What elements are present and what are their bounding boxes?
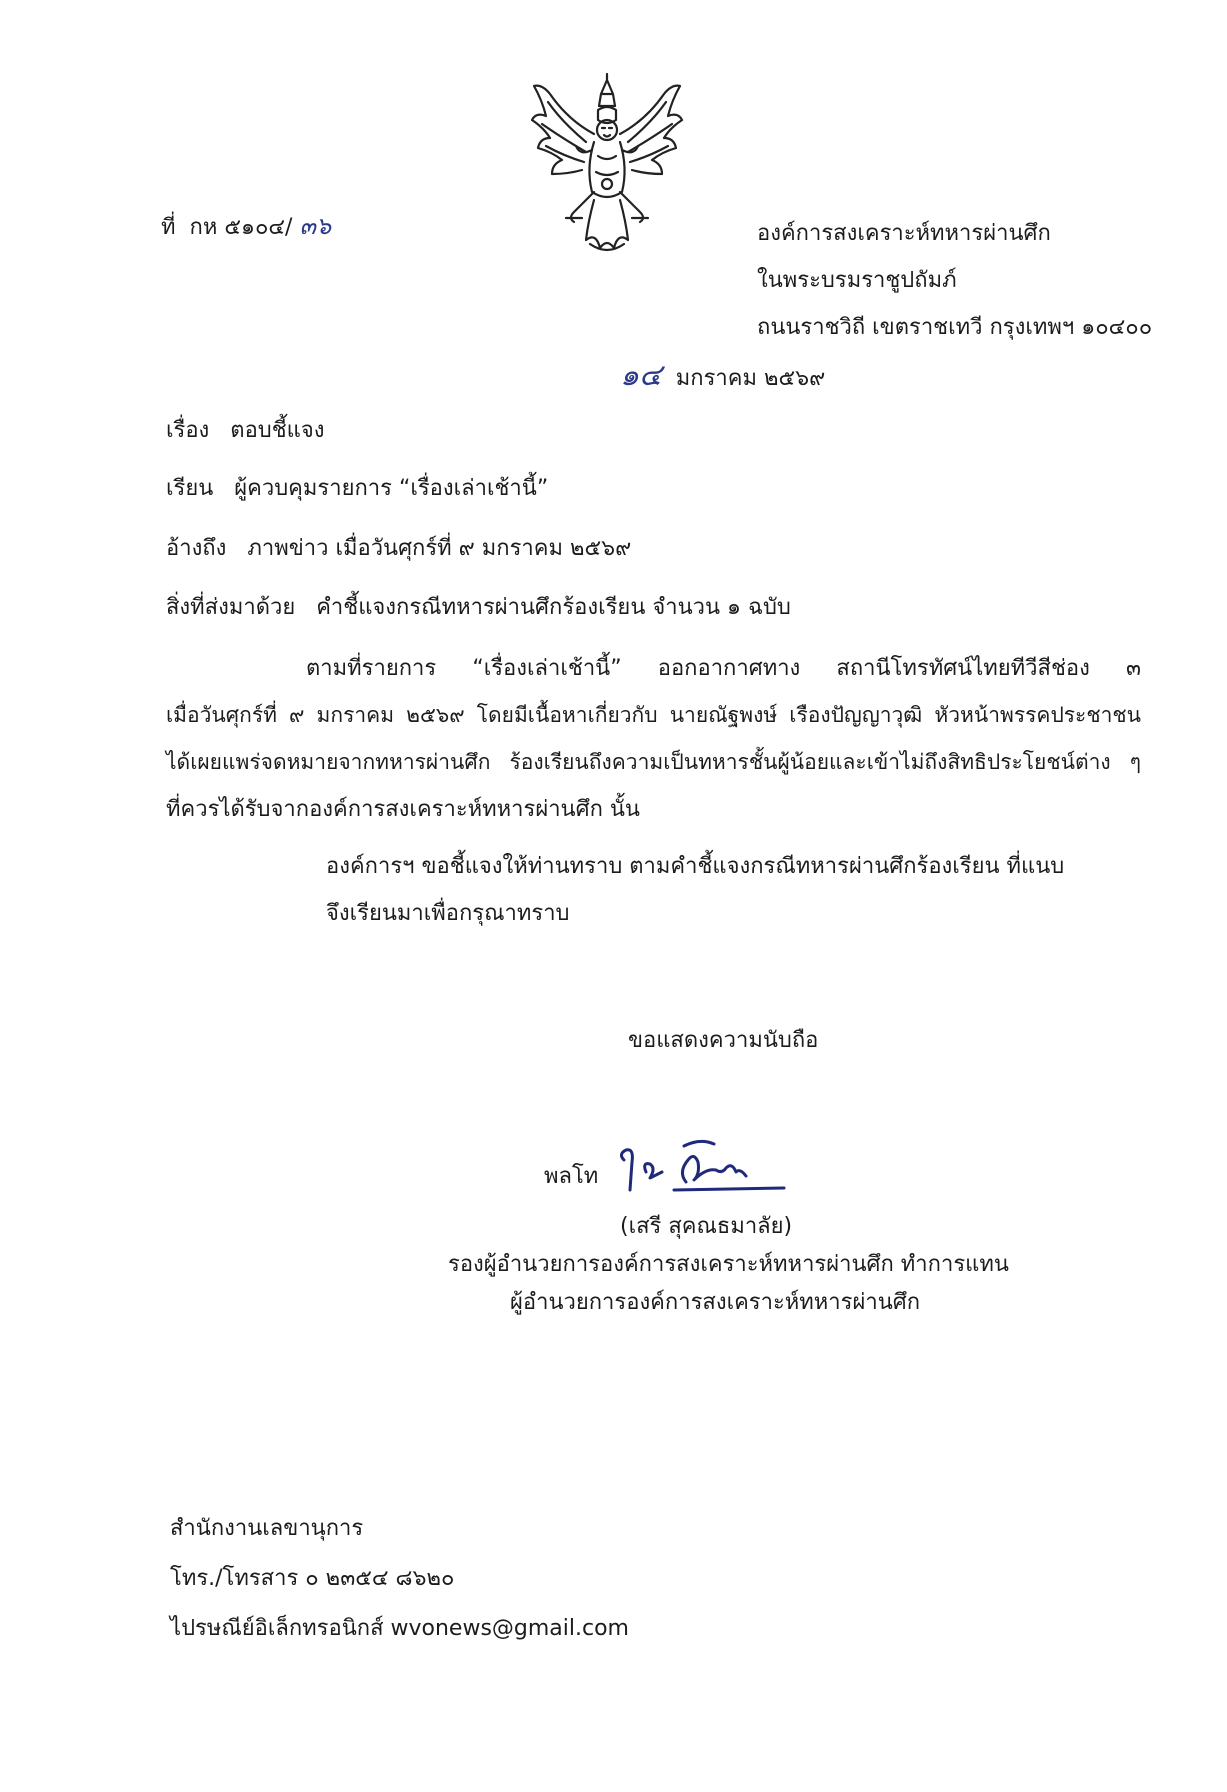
footer-phone: โทร./โทรสาร ๐ ๒๓๕๔ ๘๖๒๐ xyxy=(170,1566,455,1591)
reference-code: กห ๕๑๐๔/ xyxy=(189,215,293,240)
reference-value: ภาพข่าว เมื่อวันศุกร์ที่ ๙ มกราคม ๒๕๖๙ xyxy=(247,536,632,561)
document-reference xyxy=(161,206,331,245)
sender-address xyxy=(757,210,1152,351)
body-paragraph-3: จึงเรียนมาเพื่อกรุณาทราบ xyxy=(326,901,570,926)
body-paragraph-1-line-2: เมื่อวันศุกร์ที่ ๙ มกราคม ๒๕๖๙ โดยมีเนื้อหาเกี่ยวกับ นายณัฐพงษ์ เรืองปัญญาวุฒิ หัวหน้าพรรคประชาชน xyxy=(166,703,1141,727)
footer-office: สำนักงานเลขานุการ xyxy=(170,1516,364,1541)
addressee-value: ผู้ควบคุมรายการ “เรื่องเล่าเช้านี้” xyxy=(234,476,549,501)
reference-prefix: ที่ xyxy=(161,215,176,240)
enclosure-label: สิ่งที่ส่งมาด้วย xyxy=(166,595,296,620)
addressee-label: เรียน xyxy=(166,476,214,501)
signatory-position-1: รองผู้อำนวยการองค์การสงเคราะห์ทหารผ่านศึก ทำการแทน xyxy=(448,1252,1009,1277)
handwritten-reference-number: ๓๖ xyxy=(299,212,332,240)
closing-phrase: ขอแสดงความนับถือ xyxy=(628,1028,819,1053)
enclosure-value: คำชี้แจงกรณีทหารผ่านศึกร้องเรียน จำนวน ๑ ฉบับ xyxy=(316,595,791,620)
enclosure-line xyxy=(166,589,791,624)
subject-label: เรื่อง xyxy=(166,418,210,443)
date-month-year: มกราคม ๒๕๖๙ xyxy=(675,366,826,391)
body-paragraph-1-line-3: ได้เผยแพร่จดหมายจากทหารผ่านศึก ร้องเรียนถึงความเป็นทหารชั้นผู้น้อยและเข้าไม่ถึงสิทธิประโยชน์ต่าง ๆ xyxy=(166,750,1141,774)
body-paragraph-1-line-4: ที่ควรได้รับจากองค์การสงเคราะห์ทหารผ่านศึก นั้น xyxy=(166,797,640,822)
reference-line xyxy=(166,530,631,565)
body-paragraph-1-line-1: ตามที่รายการ “เรื่องเล่าเช้านี้” ออกอากาศทาง สถานีโทรทัศน์ไทยทีวีสีช่อง ๓ xyxy=(306,656,1141,681)
signature-rank: พลโท xyxy=(544,1164,599,1189)
garuda-emblem-icon xyxy=(528,72,686,258)
sender-name: องค์การสงเคราะห์ทหารผ่านศึก xyxy=(757,221,1051,246)
signatory-position-2: ผู้อำนวยการองค์การสงเคราะห์ทหารผ่านศึก xyxy=(510,1290,921,1315)
sender-patronage: ในพระบรมราชูปถัมภ์ xyxy=(757,268,957,293)
letter-date xyxy=(620,352,825,399)
subject-line xyxy=(166,412,325,447)
handwritten-day: ๑๔ xyxy=(620,358,662,393)
footer-email: ไปรษณีย์อิเล็กทรอนิกส์ wvonews@gmail.com xyxy=(170,1616,629,1641)
subject-value: ตอบชี้แจง xyxy=(230,418,325,443)
addressee-line xyxy=(166,470,548,505)
reference-label: อ้างถึง xyxy=(166,536,227,561)
sender-street: ถนนราชวิถี เขตราชเทวี กรุงเทพฯ ๑๐๔๐๐ xyxy=(757,315,1153,340)
body-paragraph-2: องค์การฯ ขอชี้แจงให้ท่านทราบ ตามคำชี้แจงกรณีทหารผ่านศึกร้องเรียน ที่แนบ xyxy=(326,854,1065,879)
handwritten-signature xyxy=(614,1132,794,1198)
signatory-name: (เสรี สุคณธมาลัย) xyxy=(620,1214,793,1239)
letter-body xyxy=(166,645,1141,937)
